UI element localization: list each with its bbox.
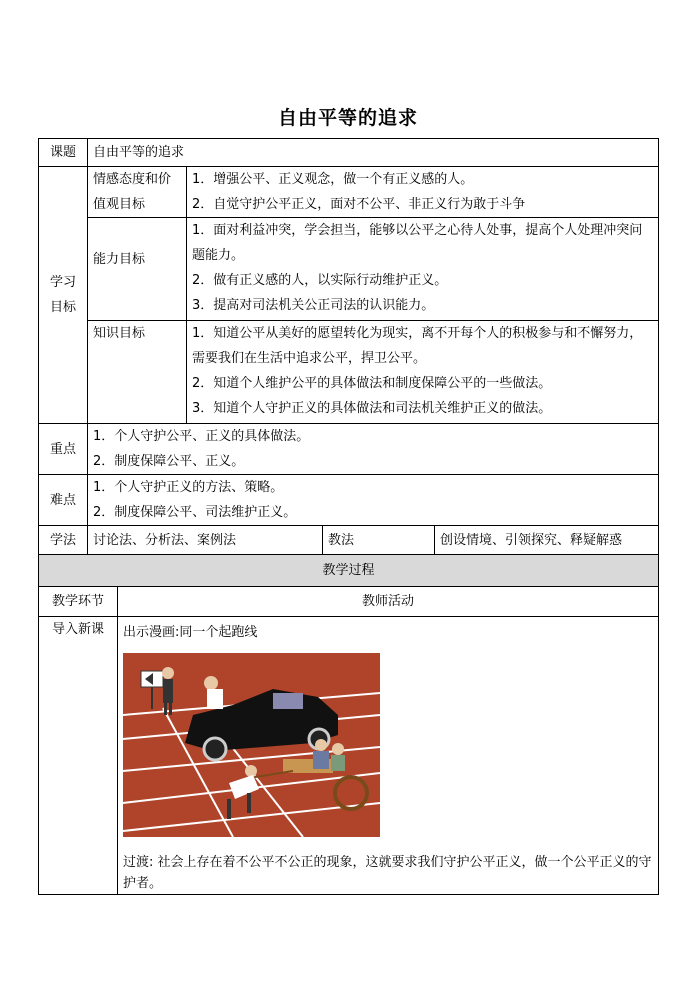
knowledge-item: 3．知道个人守护正义的具体做法和司法机关维护正义的做法。 — [192, 401, 552, 416]
stage-cell: 导入新课 — [39, 617, 118, 895]
ability-label: 能力目标 — [88, 218, 187, 321]
emotion-items — [187, 167, 659, 218]
knowledge-item: 1．知道公平从美好的愿望转化为现实，离不开每个人的积极参与和不懈努力，需要我们在生活中追求公平，捍卫公平。 — [192, 326, 643, 366]
knowledge-item: 2．知道个人维护公平的具体做法和制度保障公平的一些做法。 — [192, 376, 552, 391]
study-method-value: 讨论法、分析法、案例法 — [88, 526, 323, 555]
topic-label: 课题 — [39, 139, 88, 167]
emotion-label: 情感态度和价值观目标 — [88, 167, 187, 218]
emotion-item: 2．自觉守护公平正义，面对不公平、非正义行为敢于斗争 — [192, 197, 526, 212]
key-items — [88, 424, 659, 475]
goals-label: 学习目标 — [39, 167, 88, 424]
transition-text: 过渡: 社会上存在着不公平不公正的现象，这就要求我们守护公平正义，做一个公平正义的守护者。 — [123, 855, 652, 891]
ability-item: 2．做有正义感的人，以实际行动维护正义。 — [192, 273, 448, 288]
intro-text: 出示漫画:同一个起跑线 — [123, 625, 258, 640]
lesson-plan-table — [38, 138, 659, 895]
process-header: 教学过程 — [39, 555, 659, 587]
emotion-item: 1．增强公平、正义观念，做一个有正义感的人。 — [192, 172, 474, 187]
page-title: 自由平等的追求 — [277, 107, 418, 129]
teach-method-label: 教法 — [323, 526, 435, 555]
difficulty-items — [88, 475, 659, 526]
teach-method-value: 创设情境、引领探究、释疑解惑 — [435, 526, 659, 555]
difficulty-item: 2．制度保障公平、司法维护正义。 — [93, 505, 297, 520]
comic-same-starting-line — [123, 653, 380, 837]
key-item: 1．个人守护公平、正义的具体做法。 — [93, 429, 310, 444]
ability-items — [187, 218, 659, 321]
knowledge-label: 知识目标 — [88, 321, 187, 424]
topic-value: 自由平等的追求 — [88, 139, 659, 167]
stage-column-header: 教学环节 — [39, 587, 118, 617]
difficulty-item: 1．个人守护正义的方法、策略。 — [93, 480, 284, 495]
activity-column-header: 教师活动 — [118, 587, 659, 617]
key-item: 2．制度保障公平、正义。 — [93, 454, 245, 469]
knowledge-items — [187, 321, 659, 424]
ability-item: 1．面对利益冲突，学会担当，能够以公平之心待人处事，提高个人处理冲突问题能力。 — [192, 223, 643, 263]
activity-cell — [118, 617, 659, 895]
key-label: 重点 — [39, 424, 88, 475]
study-method-label: 学法 — [39, 526, 88, 555]
ability-item: 3．提高对司法机关公正司法的认识能力。 — [192, 298, 435, 313]
difficulty-label: 难点 — [39, 475, 88, 526]
